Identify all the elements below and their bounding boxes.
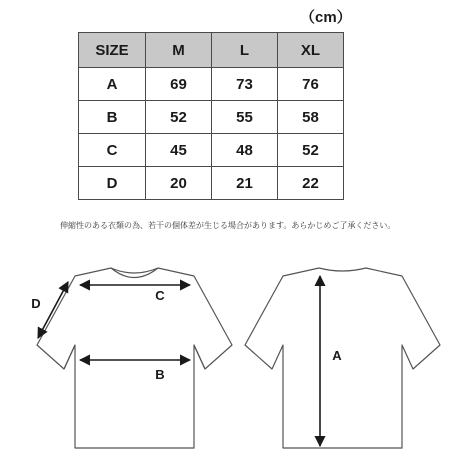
table-cell: 58 — [278, 101, 344, 134]
row-label: D — [79, 167, 146, 200]
disclaimer-note: 伸縮性のある衣類の為、若干の個体差が生じる場合があります。あらかじめご了承ください。 — [60, 221, 396, 230]
table-cell: 55 — [212, 101, 278, 134]
table-cell: 20 — [146, 167, 212, 200]
table-cell: 69 — [146, 68, 212, 101]
table-cell: 76 — [278, 68, 344, 101]
label-a: A — [332, 348, 342, 363]
back-tshirt-outline — [245, 268, 440, 448]
row-label: C — [79, 134, 146, 167]
table-cell: 21 — [212, 167, 278, 200]
header-m: M — [146, 33, 212, 68]
unit-label: （cm） — [300, 9, 352, 26]
row-label: A — [79, 68, 146, 101]
label-c: C — [155, 288, 165, 303]
row-label: B — [79, 101, 146, 134]
label-b: B — [155, 367, 165, 382]
header-xl: XL — [278, 33, 344, 68]
front-tshirt-outline — [37, 268, 232, 448]
table-cell: 73 — [212, 68, 278, 101]
header-size: SIZE — [79, 33, 146, 68]
table-cell: 45 — [146, 134, 212, 167]
label-d: D — [31, 296, 41, 311]
table-cell: 52 — [278, 134, 344, 167]
table-cell: 52 — [146, 101, 212, 134]
header-l: L — [212, 33, 278, 68]
table-cell: 22 — [278, 167, 344, 200]
measure-d-arrow — [38, 282, 68, 338]
table-cell: 48 — [212, 134, 278, 167]
